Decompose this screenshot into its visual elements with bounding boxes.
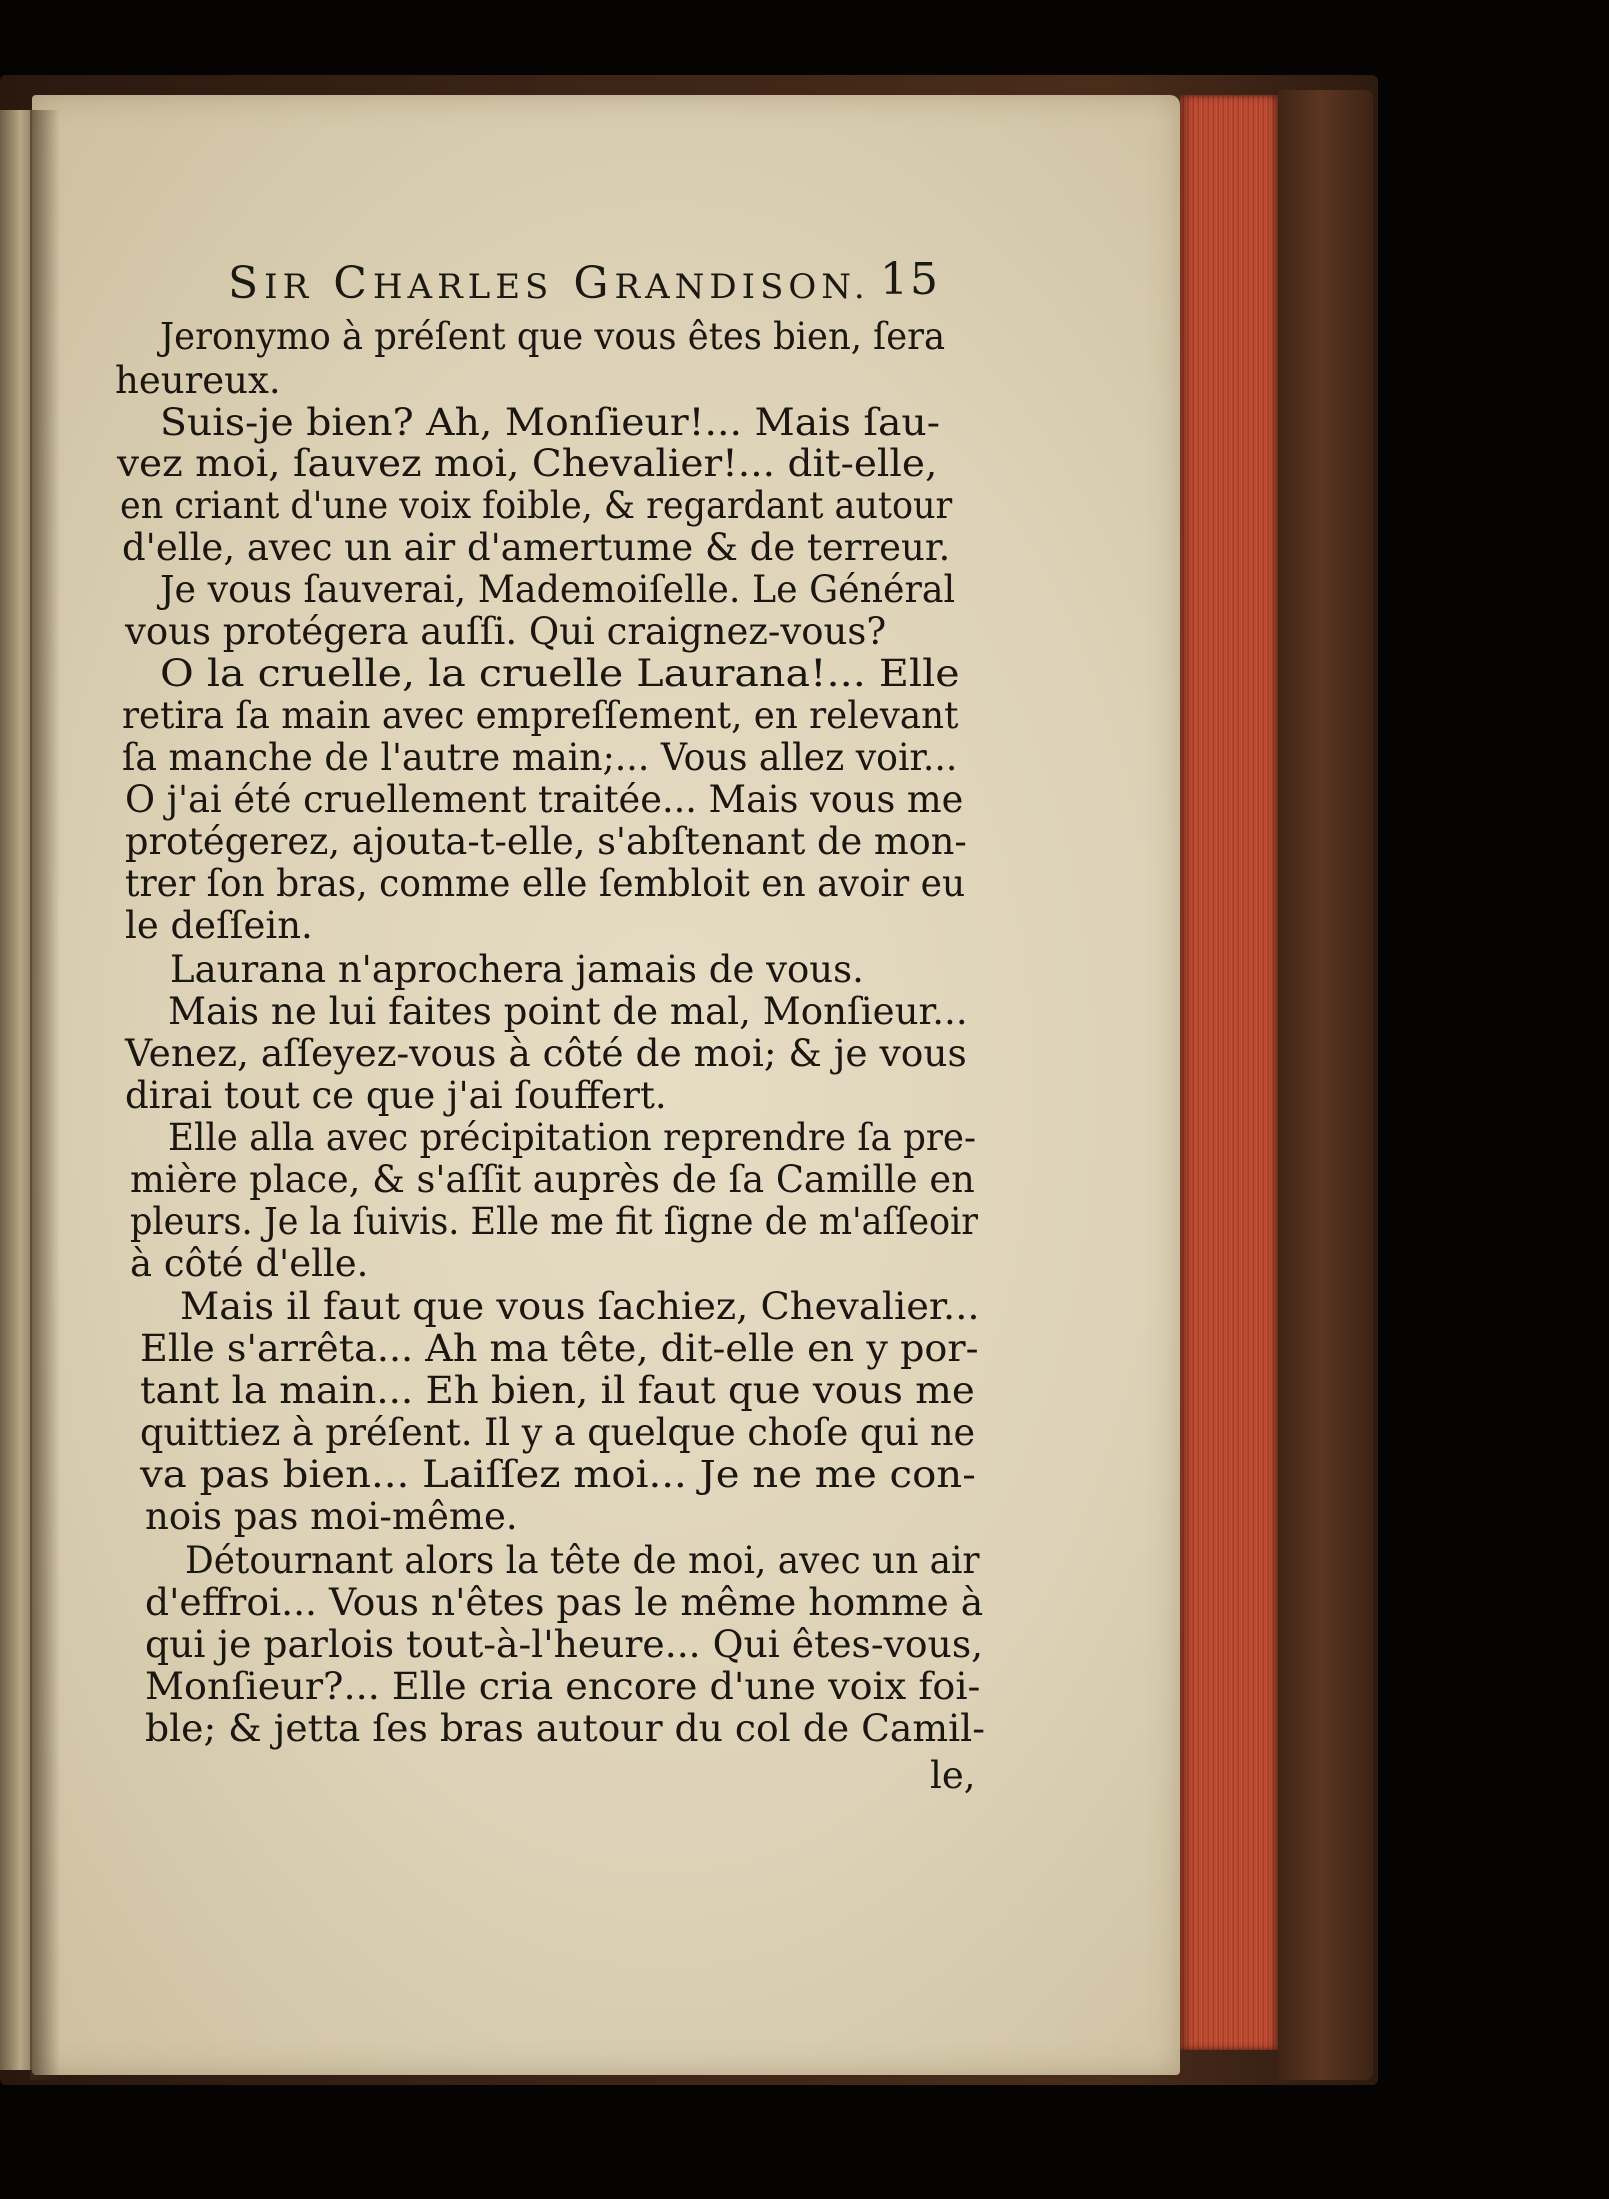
text-line: O j'ai été cruellement traitée... Mais vous me	[125, 778, 964, 821]
text-line: Mais il faut que vous ſachiez, Chevalier...	[180, 1285, 980, 1328]
page-number: 15	[880, 254, 940, 305]
title-initial: S	[228, 258, 265, 309]
title-initial: C	[333, 258, 373, 309]
text-line: Elle s'arrêta... Ah ma tête, dit-elle en y por-	[140, 1327, 979, 1370]
text-line: nois pas moi-même.	[145, 1495, 518, 1538]
text-line: pleurs. Je la ſuivis. Elle me fit ſigne de m'aſſeoir	[130, 1200, 979, 1243]
title-smallcaps: HARLES	[372, 267, 554, 307]
text-line: retira ſa main avec empreſſement, en relevant	[122, 694, 959, 737]
text-line: vez moi, ſauvez moi, Chevalier!... dit-elle,	[117, 442, 938, 485]
text-line: Suis-je bien? Ah, Monſieur!... Mais ſau-	[160, 401, 941, 444]
text-line: Elle alla avec précipitation reprendre ſa pre-	[168, 1116, 977, 1159]
text-line: d'effroi... Vous n'êtes pas le même homme à	[145, 1581, 984, 1624]
text-line: d'elle, avec un air d'amertume & de terreur.	[122, 526, 951, 569]
text-line: le deſſein.	[125, 904, 313, 947]
text-line: dirai tout ce que j'ai ſouffert.	[125, 1074, 667, 1117]
text-line: quittiez à préſent. Il y a quelque choſe qui ne	[140, 1411, 976, 1454]
catchword: le,	[930, 1754, 976, 1797]
text-line: en criant d'une voix foible, & regardant autour	[120, 484, 953, 527]
text-line: Mais ne lui faites point de mal, Monſieur...	[168, 990, 968, 1033]
text-line: ble; & jetta ſes bras autour du col de Camil-	[145, 1707, 985, 1750]
title-smallcaps: IR	[264, 267, 314, 307]
text-line: O la cruelle, la cruelle Laurana!... Elle	[160, 652, 960, 695]
text-line: va pas bien... Laiſſez moi... Je ne me con-	[140, 1453, 976, 1496]
title-initial: G	[573, 258, 615, 309]
text-line: mière place, & s'aſſit auprès de ſa Camille en	[130, 1158, 975, 1201]
text-line: Laurana n'aprochera jamais de vous.	[170, 948, 864, 991]
text-line: tant la main... Eh bien, il faut que vous me	[140, 1369, 975, 1412]
text-line: vous protégera auſſi. Qui craignez-vous?	[125, 610, 887, 653]
title-smallcaps: RANDISON.	[614, 267, 870, 307]
text-line: Jeronymo à préſent que vous êtes bien, ſera	[160, 315, 946, 358]
text-line: Venez, aſſeyez-vous à côté de moi; & je vous	[125, 1032, 967, 1075]
text-line: ſa manche de l'autre main;... Vous allez voir...	[122, 736, 958, 779]
text-line: Détournant alors la tête de moi, avec un air	[185, 1539, 980, 1582]
text-line: heureux.	[115, 359, 281, 402]
text-line: à côté d'elle.	[130, 1242, 369, 1285]
text-line: qui je parlois tout-à-l'heure... Qui êtes-vous,	[145, 1623, 984, 1666]
text-line: protégerez, ajouta-t-elle, s'abſtenant de mon-	[125, 820, 967, 863]
text-line: Je vous ſauverai, Mademoiſelle. Le Général	[160, 568, 956, 611]
text-line: Monſieur?... Elle cria encore d'une voix foi-	[145, 1665, 981, 1708]
text-line: trer ſon bras, comme elle ſembloit en avoir eu	[125, 862, 966, 905]
